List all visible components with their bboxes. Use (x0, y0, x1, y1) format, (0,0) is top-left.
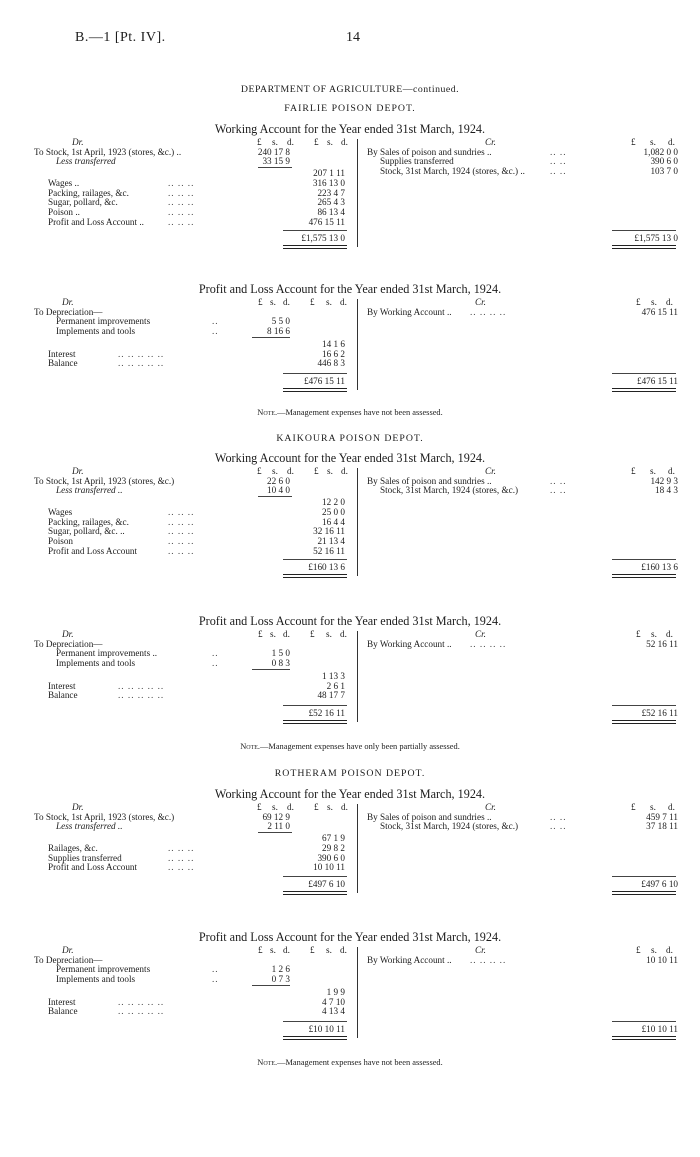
depreciation-item-amount: 1 2 6 (271, 964, 290, 975)
credit-total-double-rule (612, 891, 676, 895)
pl-item-amount: 446 8 3 (317, 358, 345, 369)
credit-total: £10 10 11 (641, 1023, 678, 1034)
credit-item-amount: 142 9 3 (650, 475, 678, 486)
profit-loss-title: Profit and Loss Account for the Year ended 31st March, 1924. (198, 282, 502, 296)
ledger-divider (357, 947, 358, 1038)
credit-item-label: By Working Account .. (367, 306, 452, 317)
expense-item-label: Wages (48, 506, 73, 517)
col-pence-3: d. (668, 137, 675, 147)
less-transferred-label: Less transferred (56, 156, 116, 167)
credit-item-label: By Working Account .. (367, 954, 452, 965)
depreciation-item-label: Implements and tools (56, 326, 136, 337)
less-transferred-amount: 33 15 9 (262, 156, 290, 167)
credit-leader-dots: .. .. (550, 146, 567, 157)
depot-heading: ROTHERAM POISON DEPOT. (274, 768, 426, 779)
col-pound-2: £ (310, 297, 315, 307)
pl-item-amount: 4 13 4 (322, 1006, 345, 1017)
dr-label: Dr. (72, 802, 84, 812)
less-transferred-label: Less transferred .. (56, 821, 123, 832)
total-rule-top (283, 230, 347, 231)
total-rule-top (283, 559, 347, 560)
credit-total-rule-top (612, 705, 676, 706)
pl-item-label: Balance (48, 690, 78, 701)
depot-heading: FAIRLIE POISON DEPOT. (284, 103, 416, 114)
col-shilling-2: s. (326, 945, 332, 955)
col-shilling-1: s. (270, 945, 276, 955)
pl-item-amount: 48 17 7 (317, 690, 345, 701)
note (0, 1058, 700, 1067)
col-shilling-1: s. (272, 137, 278, 147)
working-account-title: Working Account for the Year ended 31st March, 1924. (214, 122, 486, 136)
cr-label: Cr. (475, 297, 486, 307)
depreciation-label: To Depreciation— (34, 306, 103, 317)
leader-dots: .. .. .. .. .. (118, 680, 165, 691)
pl-item-amount: 4 7 10 (322, 996, 345, 1007)
col-pound-1: £ (257, 466, 262, 476)
col-pound-1: £ (257, 137, 262, 147)
credit-item-amount: 52 16 11 (646, 638, 678, 649)
credit-total: £497 6 10 (641, 878, 678, 889)
document-reference: B.—1 [Pt. IV]. (75, 30, 166, 45)
note-text: —Management expenses have not been assessed. (277, 408, 443, 417)
expense-item-label: Packing, railages, &c. (48, 187, 129, 198)
expense-item-amount: 21 13 4 (317, 535, 345, 546)
stock-open-amount: 240 17 8 (257, 146, 290, 157)
credit-leader-dots: .. .. (550, 156, 567, 167)
col-shilling-3: s. (650, 137, 656, 147)
col-pence-1: d. (287, 802, 294, 812)
col-pound-1: £ (257, 802, 262, 812)
col-pence-2: d. (340, 297, 347, 307)
dr-label: Dr. (62, 629, 74, 639)
col-pound-2: £ (314, 802, 319, 812)
subtotal-rule (252, 985, 290, 986)
col-pence-1: d. (287, 137, 294, 147)
debit-total: £476 15 11 (303, 375, 345, 386)
expense-item-amount: 476 15 11 (308, 216, 345, 227)
subtotal-rule (252, 669, 290, 670)
cr-label: Cr. (485, 137, 496, 147)
leader-dots: .. .. .. (168, 862, 195, 873)
debit-total: £52 16 11 (308, 707, 345, 718)
less-transferred-amount: 10 4 0 (267, 485, 290, 496)
cr-label: Cr. (475, 945, 486, 955)
leader-dots: .. .. .. (168, 187, 195, 198)
leader-dots: .. .. .. (168, 216, 195, 227)
col-shilling-2: s. (327, 137, 333, 147)
credit-total: £476 15 11 (636, 375, 678, 386)
col-pound-2: £ (314, 137, 319, 147)
col-pence-1: d. (283, 297, 290, 307)
total-double-rule (283, 1036, 347, 1040)
depreciation-item-label: Permanent improvements .. (56, 648, 158, 659)
credit-item-amount: 459 7 11 (646, 811, 678, 822)
note-text: —Management expenses have not been assessed. (277, 1058, 443, 1067)
col-pound-3: £ (636, 297, 641, 307)
stock-open-label: To Stock, 1st April, 1923 (stores, &c.) (34, 475, 175, 486)
col-pence-1: d. (283, 629, 290, 639)
depreciation-item-amount: 1 5 0 (271, 648, 290, 659)
credit-item-label: Stock, 31st March, 1924 (stores, &c.) (380, 485, 519, 496)
col-shilling-3: s. (651, 629, 657, 639)
col-pound-2: £ (310, 945, 315, 955)
depreciation-total: 1 9 9 (326, 986, 345, 997)
leader-dots: .. (212, 658, 219, 669)
expense-item-label: Profit and Loss Account .. (48, 216, 144, 227)
stock-net-amount: 207 1 11 (313, 168, 345, 179)
pl-item-label: Balance (48, 1006, 78, 1017)
leader-dots: .. .. .. (168, 206, 195, 217)
note-text: —Management expenses have only been partially assessed. (260, 742, 460, 751)
col-pence-3: d. (666, 629, 673, 639)
note (0, 742, 700, 751)
depreciation-total: 14 1 6 (322, 338, 345, 349)
credit-leader-dots: .. .. (550, 475, 567, 486)
total-rule-top (283, 373, 347, 374)
credit-total: £52 16 11 (641, 707, 678, 718)
stock-open-amount: 22 6 0 (267, 475, 290, 486)
department-heading: DEPARTMENT OF AGRICULTURE—continued. (240, 84, 460, 95)
credit-total-rule-top (612, 559, 676, 560)
col-pound-2: £ (310, 629, 315, 639)
ledger-divider (357, 139, 358, 247)
expense-item-amount: 223 4 7 (317, 187, 345, 198)
pl-item-label: Interest (48, 996, 76, 1007)
debit-total: £10 10 11 (308, 1023, 345, 1034)
ledger-divider (357, 631, 358, 722)
expense-item-amount: 16 4 4 (322, 516, 345, 527)
profit-loss-title: Profit and Loss Account for the Year ended 31st March, 1924. (198, 614, 502, 628)
cr-label: Cr. (485, 466, 496, 476)
col-pence-1: d. (287, 466, 294, 476)
expense-item-amount: 32 16 11 (313, 526, 345, 537)
credit-item-amount: 10 10 11 (646, 954, 678, 965)
depreciation-item-label: Permanent improvements (56, 964, 151, 975)
credit-total-double-rule (612, 574, 676, 578)
col-pence-2: d. (341, 466, 348, 476)
credit-item-label: By Sales of poison and sundries .. (367, 146, 492, 157)
cr-label: Cr. (485, 802, 496, 812)
pl-item-amount: 2 6 1 (326, 680, 345, 691)
expense-item-label: Profit and Loss Account (48, 545, 138, 556)
total-double-rule (283, 245, 347, 249)
expense-item-amount: 10 10 11 (313, 862, 345, 873)
credit-total-double-rule (612, 388, 676, 392)
profit-loss-title: Profit and Loss Account for the Year ended 31st March, 1924. (198, 930, 502, 944)
credit-item-amount: 1,082 0 0 (643, 146, 678, 157)
ledger-divider (357, 468, 358, 576)
total-rule-top (283, 1021, 347, 1022)
col-pence-3: d. (668, 802, 675, 812)
depreciation-label: To Depreciation— (34, 954, 103, 965)
credit-item-label: By Sales of poison and sundries .. (367, 475, 492, 486)
col-pound-3: £ (631, 466, 636, 476)
col-shilling-3: s. (650, 466, 656, 476)
col-shilling-1: s. (270, 297, 276, 307)
col-pound-3: £ (636, 945, 641, 955)
expense-item-amount: 316 13 0 (312, 177, 345, 188)
col-pence-2: d. (340, 629, 347, 639)
credit-total-rule-top (612, 876, 676, 877)
stock-open-label: To Stock, 1st April, 1923 (stores, &c.) .. (34, 146, 182, 157)
credit-leader-dots: .. .. (550, 821, 567, 832)
col-shilling-3: s. (651, 945, 657, 955)
subtotal-rule (252, 337, 290, 338)
leader-dots: .. .. .. .. .. (118, 1006, 165, 1017)
expense-item-label: Wages .. (48, 177, 80, 188)
total-double-rule (283, 891, 347, 895)
col-pound-2: £ (314, 466, 319, 476)
col-shilling-1: s. (272, 802, 278, 812)
credit-leader-dots: .. .. (550, 166, 567, 177)
credit-item-amount: 18 4 3 (655, 485, 678, 496)
leader-dots: .. (212, 326, 219, 337)
credit-item-amount: 476 15 11 (641, 306, 678, 317)
note-label: Note. (257, 408, 278, 417)
total-double-rule (283, 574, 347, 578)
depreciation-label: To Depreciation— (34, 638, 103, 649)
leader-dots: .. .. .. .. .. (118, 358, 165, 369)
pl-item-label: Interest (48, 680, 76, 691)
leader-dots: .. .. .. (168, 516, 195, 527)
pl-item-label: Balance (48, 358, 78, 369)
note-label: Note. (240, 742, 261, 751)
col-shilling-1: s. (272, 466, 278, 476)
credit-item-label: Supplies transferred (380, 156, 454, 167)
credit-leader-dots: .. .. .. .. (470, 306, 507, 317)
leader-dots: .. .. .. .. .. (118, 996, 165, 1007)
dr-label: Dr. (62, 297, 74, 307)
leader-dots: .. .. .. (168, 506, 195, 517)
leader-dots: .. .. .. .. .. (118, 690, 165, 701)
ledger-divider (357, 804, 358, 893)
depreciation-item-label: Permanent improvements (56, 316, 151, 327)
note-label: Note. (257, 1058, 278, 1067)
col-shilling-2: s. (326, 629, 332, 639)
credit-leader-dots: .. .. .. .. (470, 954, 507, 965)
credit-total-rule-top (612, 1021, 676, 1022)
depreciation-total: 1 13 3 (322, 670, 345, 681)
leader-dots: .. (212, 316, 219, 327)
col-shilling-2: s. (327, 802, 333, 812)
less-transferred-label: Less transferred .. (56, 485, 123, 496)
col-shilling-2: s. (327, 466, 333, 476)
credit-leader-dots: .. .. (550, 811, 567, 822)
expense-item-label: Packing, railages, &c. (48, 516, 129, 527)
stock-net-amount: 12 2 0 (322, 497, 345, 508)
credit-leader-dots: .. .. .. .. (470, 638, 507, 649)
credit-item-label: Stock, 31st March, 1924 (stores, &c.) .. (380, 166, 525, 177)
credit-leader-dots: .. .. (550, 485, 567, 496)
col-pence-3: d. (666, 945, 673, 955)
leader-dots: .. .. .. (168, 852, 195, 863)
leader-dots: .. .. .. (168, 545, 195, 556)
credit-total-rule-top (612, 373, 676, 374)
pl-item-amount: 16 6 2 (322, 348, 345, 359)
total-double-rule (283, 388, 347, 392)
credit-total-double-rule (612, 245, 676, 249)
expense-item-amount: 25 0 0 (322, 506, 345, 517)
credit-total-double-rule (612, 1036, 676, 1040)
stock-open-amount: 69 12 9 (262, 811, 290, 822)
dr-label: Dr. (72, 137, 84, 147)
working-account-title: Working Account for the Year ended 31st March, 1924. (214, 787, 486, 801)
expense-item-label: Sugar, pollard, &c. (48, 197, 118, 208)
depreciation-item-amount: 5 5 0 (271, 316, 290, 327)
debit-total: £160 13 6 (308, 562, 345, 573)
credit-item-label: By Sales of poison and sundries .. (367, 811, 492, 822)
total-double-rule (283, 720, 347, 724)
depreciation-item-amount: 0 8 3 (271, 658, 290, 669)
expense-item-amount: 265 4 3 (317, 197, 345, 208)
ledger-divider (357, 299, 358, 390)
col-pound-1: £ (258, 629, 263, 639)
leader-dots: .. .. .. .. .. (118, 348, 165, 359)
credit-item-amount: 103 7 0 (650, 166, 678, 177)
expense-item-label: Supplies transferred (48, 852, 122, 863)
expense-item-label: Profit and Loss Account (48, 862, 138, 873)
expense-item-label: Poison .. (48, 206, 80, 217)
leader-dots: .. .. .. (168, 197, 195, 208)
credit-item-label: By Working Account .. (367, 638, 452, 649)
col-pence-2: d. (341, 802, 348, 812)
leader-dots: .. .. .. (168, 177, 195, 188)
depreciation-item-amount: 8 16 6 (267, 326, 290, 337)
depreciation-item-label: Implements and tools (56, 658, 136, 669)
credit-item-amount: 390 6 0 (650, 156, 678, 167)
leader-dots: .. .. .. (168, 526, 195, 537)
expense-item-label: Railages, &c. (48, 842, 98, 853)
working-account-title: Working Account for the Year ended 31st March, 1924. (214, 451, 486, 465)
expense-item-amount: 86 13 4 (317, 206, 345, 217)
leader-dots: .. (212, 648, 219, 659)
credit-item-label: Stock, 31st March, 1924 (stores, &c.) (380, 821, 519, 832)
col-pound-1: £ (258, 297, 263, 307)
depreciation-item-amount: 0 7 3 (271, 974, 290, 985)
col-shilling-2: s. (326, 297, 332, 307)
credit-item-amount: 37 18 11 (646, 821, 678, 832)
pl-item-label: Interest (48, 348, 76, 359)
stock-open-label: To Stock, 1st April, 1923 (stores, &c.) (34, 811, 175, 822)
expense-item-amount: 390 6 0 (317, 852, 345, 863)
stock-net-amount: 67 1 9 (322, 833, 345, 844)
total-rule-top (283, 876, 347, 877)
col-shilling-1: s. (270, 629, 276, 639)
depot-heading: KAIKOURA POISON DEPOT. (276, 433, 424, 444)
note (0, 408, 700, 417)
expense-item-label: Poison (48, 535, 74, 546)
credit-total-double-rule (612, 720, 676, 724)
leader-dots: .. .. .. (168, 842, 195, 853)
depreciation-item-label: Implements and tools (56, 974, 136, 985)
credit-total: £160 13 6 (641, 562, 678, 573)
leader-dots: .. (212, 964, 219, 975)
col-pence-2: d. (341, 137, 348, 147)
expense-item-amount: 52 16 11 (313, 545, 345, 556)
cr-label: Cr. (475, 629, 486, 639)
col-shilling-3: s. (650, 802, 656, 812)
expense-item-amount: 29 8 2 (322, 842, 345, 853)
dr-label: Dr. (62, 945, 74, 955)
col-pence-2: d. (340, 945, 347, 955)
col-shilling-3: s. (651, 297, 657, 307)
col-pence-1: d. (283, 945, 290, 955)
col-pound-1: £ (258, 945, 263, 955)
col-pence-3: d. (668, 466, 675, 476)
leader-dots: .. (212, 974, 219, 985)
col-pence-3: d. (666, 297, 673, 307)
credit-total: £1,575 13 0 (634, 233, 678, 244)
leader-dots: .. .. .. (168, 535, 195, 546)
col-pound-3: £ (636, 629, 641, 639)
col-pound-3: £ (631, 802, 636, 812)
col-pound-3: £ (631, 137, 636, 147)
debit-total: £497 6 10 (308, 878, 345, 889)
debit-total: £1,575 13 0 (301, 233, 345, 244)
expense-item-label: Sugar, pollard, &c. .. (48, 526, 125, 537)
total-rule-top (283, 705, 347, 706)
dr-label: Dr. (72, 466, 84, 476)
less-transferred-amount: 2 11 0 (267, 821, 290, 832)
credit-total-rule-top (612, 230, 676, 231)
page-number: 14 (346, 30, 360, 45)
